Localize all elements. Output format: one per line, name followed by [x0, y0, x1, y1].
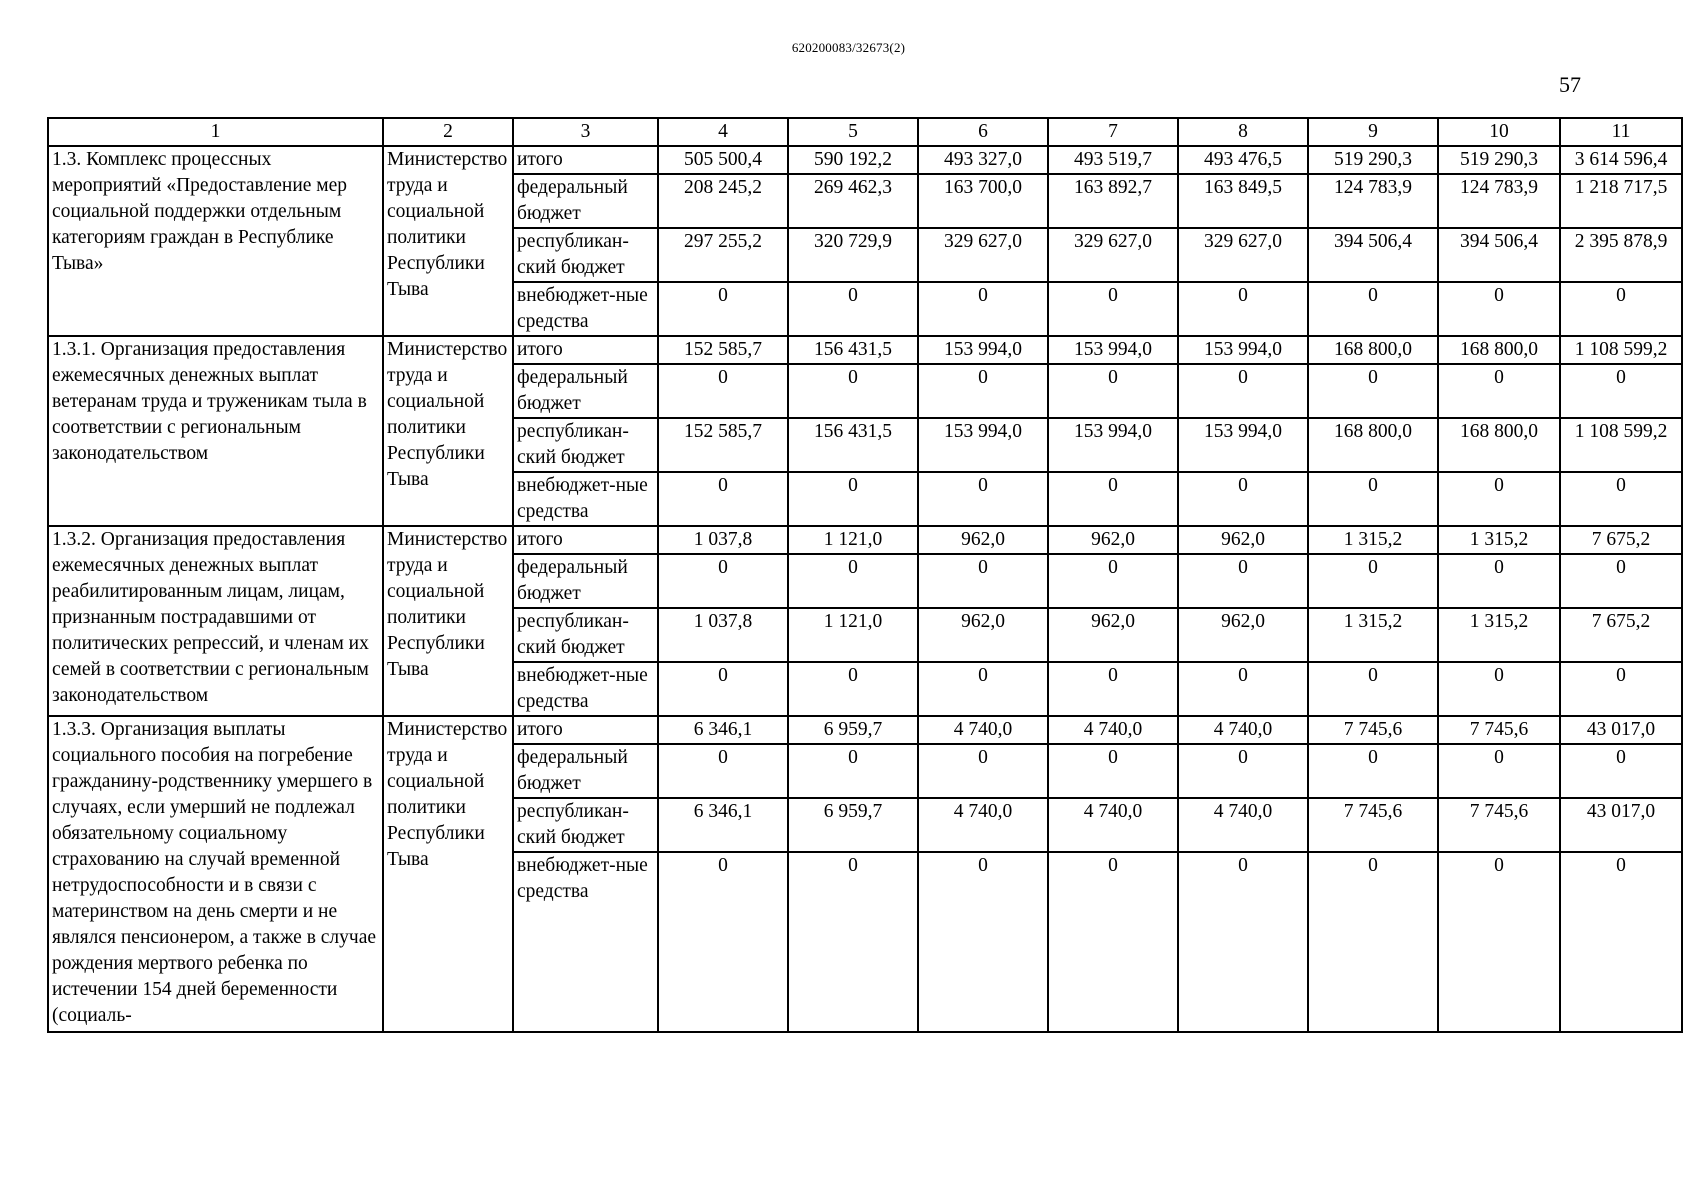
amount-cell: 0 — [1438, 852, 1560, 1032]
amount-cell: 7 745,6 — [1308, 798, 1438, 852]
amount-cell: 208 245,2 — [658, 174, 788, 228]
table-row — [48, 336, 1682, 364]
amount-cell: 320 729,9 — [788, 228, 918, 282]
amount-cell: 0 — [1048, 554, 1178, 608]
amount-cell: 4 740,0 — [1178, 798, 1308, 852]
amount-cell: 168 800,0 — [1308, 336, 1438, 364]
amount-cell: 0 — [1438, 662, 1560, 716]
amount-cell: 1 315,2 — [1308, 608, 1438, 662]
table-row — [48, 146, 1682, 174]
amount-cell: 124 783,9 — [1438, 174, 1560, 228]
amount-cell: 519 290,3 — [1308, 146, 1438, 174]
executor: Министерство труда и социальной политики Республики Тыва — [383, 146, 513, 336]
amount-cell: 1 315,2 — [1438, 526, 1560, 554]
amount-cell: 0 — [1560, 662, 1682, 716]
amount-cell: 4 740,0 — [918, 798, 1048, 852]
amount-cell: 0 — [788, 472, 918, 526]
executor: Министерство труда и социальной политики Республики Тыва — [383, 336, 513, 526]
column-number-row — [48, 118, 1682, 146]
amount-cell: 590 192,2 — [788, 146, 918, 174]
amount-cell: 0 — [918, 282, 1048, 336]
amount-cell: 962,0 — [918, 526, 1048, 554]
funding-source: республикан-ский бюджет — [513, 228, 658, 282]
amount-cell: 962,0 — [1048, 608, 1178, 662]
amount-cell: 1 315,2 — [1438, 608, 1560, 662]
amount-cell: 43 017,0 — [1560, 798, 1682, 852]
amount-cell: 0 — [1178, 554, 1308, 608]
funding-source: внебюджет-ные средства — [513, 282, 658, 336]
funding-source: федеральный бюджет — [513, 554, 658, 608]
amount-cell: 519 290,3 — [1438, 146, 1560, 174]
amount-cell: 0 — [1308, 744, 1438, 798]
amount-cell: 152 585,7 — [658, 418, 788, 472]
amount-cell: 1 121,0 — [788, 608, 918, 662]
amount-cell: 0 — [1178, 472, 1308, 526]
amount-cell: 0 — [788, 282, 918, 336]
amount-cell: 0 — [1560, 364, 1682, 418]
amount-cell: 156 431,5 — [788, 336, 918, 364]
amount-cell: 156 431,5 — [788, 418, 918, 472]
amount-cell: 0 — [1560, 852, 1682, 1032]
executor: Министерство труда и социальной политики Республики Тыва — [383, 716, 513, 1032]
amount-cell: 43 017,0 — [1560, 716, 1682, 744]
amount-cell: 0 — [1560, 472, 1682, 526]
funding-source: итого — [513, 526, 658, 554]
amount-cell: 6 959,7 — [788, 798, 918, 852]
amount-cell: 0 — [1308, 472, 1438, 526]
amount-cell: 329 627,0 — [918, 228, 1048, 282]
amount-cell: 269 462,3 — [788, 174, 918, 228]
funding-source: внебюджет-ные средства — [513, 472, 658, 526]
amount-cell: 4 740,0 — [918, 716, 1048, 744]
amount-cell: 7 745,6 — [1438, 798, 1560, 852]
column-number: 7 — [1048, 118, 1178, 146]
amount-cell: 0 — [1560, 554, 1682, 608]
measure-name: 1.3.1. Организация предоставления ежемесячных денежных выплат ветеранам труда и труженикам тыла в соответствии с региональным законодательством — [48, 336, 383, 526]
amount-cell: 7 745,6 — [1308, 716, 1438, 744]
column-number: 8 — [1178, 118, 1308, 146]
column-number: 11 — [1560, 118, 1682, 146]
amount-cell: 0 — [1048, 744, 1178, 798]
amount-cell: 493 327,0 — [918, 146, 1048, 174]
amount-cell: 153 994,0 — [918, 418, 1048, 472]
amount-cell: 0 — [658, 852, 788, 1032]
column-number: 3 — [513, 118, 658, 146]
amount-cell: 1 037,8 — [658, 608, 788, 662]
amount-cell: 152 585,7 — [658, 336, 788, 364]
amount-cell: 2 395 878,9 — [1560, 228, 1682, 282]
amount-cell: 962,0 — [918, 608, 1048, 662]
amount-cell: 7 675,2 — [1560, 526, 1682, 554]
amount-cell: 0 — [658, 554, 788, 608]
amount-cell: 0 — [1308, 554, 1438, 608]
table-body — [48, 118, 1682, 1032]
funding-source: республикан-ский бюджет — [513, 608, 658, 662]
amount-cell: 3 614 596,4 — [1560, 146, 1682, 174]
amount-cell: 4 740,0 — [1178, 716, 1308, 744]
funding-source: федеральный бюджет — [513, 364, 658, 418]
amount-cell: 493 476,5 — [1178, 146, 1308, 174]
amount-cell: 0 — [918, 472, 1048, 526]
amount-cell: 0 — [1308, 852, 1438, 1032]
amount-cell: 153 994,0 — [1048, 418, 1178, 472]
amount-cell: 0 — [1308, 662, 1438, 716]
amount-cell: 7 675,2 — [1560, 608, 1682, 662]
executor: Министерство труда и социальной политики Республики Тыва — [383, 526, 513, 716]
amount-cell: 0 — [918, 744, 1048, 798]
amount-cell: 394 506,4 — [1438, 228, 1560, 282]
table-row — [48, 526, 1682, 554]
amount-cell: 4 740,0 — [1048, 798, 1178, 852]
amount-cell: 0 — [1048, 282, 1178, 336]
amount-cell: 0 — [918, 852, 1048, 1032]
amount-cell: 0 — [1438, 364, 1560, 418]
amount-cell: 0 — [918, 364, 1048, 418]
amount-cell: 962,0 — [1178, 526, 1308, 554]
column-number: 9 — [1308, 118, 1438, 146]
amount-cell: 0 — [788, 364, 918, 418]
amount-cell: 0 — [658, 662, 788, 716]
amount-cell: 0 — [658, 744, 788, 798]
funding-source: федеральный бюджет — [513, 744, 658, 798]
amount-cell: 0 — [1178, 852, 1308, 1032]
amount-cell: 0 — [788, 852, 918, 1032]
amount-cell: 1 108 599,2 — [1560, 418, 1682, 472]
funding-source: внебюджет-ные средства — [513, 662, 658, 716]
amount-cell: 0 — [788, 662, 918, 716]
amount-cell: 124 783,9 — [1308, 174, 1438, 228]
funding-source: итого — [513, 716, 658, 744]
amount-cell: 0 — [1048, 472, 1178, 526]
amount-cell: 0 — [788, 554, 918, 608]
amount-cell: 168 800,0 — [1438, 336, 1560, 364]
amount-cell: 1 218 717,5 — [1560, 174, 1682, 228]
amount-cell: 6 346,1 — [658, 798, 788, 852]
amount-cell: 153 994,0 — [1178, 418, 1308, 472]
table-row — [48, 716, 1682, 744]
amount-cell: 168 800,0 — [1308, 418, 1438, 472]
amount-cell: 163 849,5 — [1178, 174, 1308, 228]
amount-cell: 505 500,4 — [658, 146, 788, 174]
funding-source: итого — [513, 146, 658, 174]
amount-cell: 297 255,2 — [658, 228, 788, 282]
amount-cell: 0 — [1048, 364, 1178, 418]
measure-name: 1.3. Комплекс процессных мероприятий «Предоставление мер социальной поддержки отдельным категориям граждан в Республике Тыва» — [48, 146, 383, 336]
amount-cell: 329 627,0 — [1048, 228, 1178, 282]
amount-cell: 0 — [788, 744, 918, 798]
funding-source: итого — [513, 336, 658, 364]
amount-cell: 0 — [1048, 852, 1178, 1032]
amount-cell: 7 745,6 — [1438, 716, 1560, 744]
amount-cell: 0 — [1438, 744, 1560, 798]
measure-name: 1.3.3. Организация выплаты социального пособия на погребение гражданину-родственнику умершего в случаях, если умерший не подлежал обязательному социальному страхованию на случай временной нетрудоспособности и в связи с материнством на день смерти и не являлся пенсионером, а также в случае рождения мертвого ребенка по истечении 154 дней беременности (социаль- — [48, 716, 383, 1032]
amount-cell: 0 — [1560, 744, 1682, 798]
amount-cell: 0 — [1560, 282, 1682, 336]
amount-cell: 962,0 — [1048, 526, 1178, 554]
amount-cell: 0 — [658, 282, 788, 336]
amount-cell: 0 — [658, 472, 788, 526]
funding-source: республикан-ский бюджет — [513, 418, 658, 472]
amount-cell: 329 627,0 — [1178, 228, 1308, 282]
budget-table — [47, 117, 1683, 1033]
amount-cell: 0 — [1048, 662, 1178, 716]
column-number: 1 — [48, 118, 383, 146]
amount-cell: 163 892,7 — [1048, 174, 1178, 228]
amount-cell: 0 — [1178, 364, 1308, 418]
amount-cell: 0 — [1308, 364, 1438, 418]
amount-cell: 0 — [1178, 282, 1308, 336]
amount-cell: 4 740,0 — [1048, 716, 1178, 744]
amount-cell: 153 994,0 — [1178, 336, 1308, 364]
amount-cell: 0 — [918, 554, 1048, 608]
amount-cell: 0 — [1438, 282, 1560, 336]
measure-name: 1.3.2. Организация предоставления ежемесячных денежных выплат реабилитированным лицам, лицам, признанным пострадавшими от политических репрессий, и членам их семей в соответствии с региональным законодательством — [48, 526, 383, 716]
amount-cell: 153 994,0 — [1048, 336, 1178, 364]
amount-cell: 0 — [918, 662, 1048, 716]
column-number: 10 — [1438, 118, 1560, 146]
funding-source: федеральный бюджет — [513, 174, 658, 228]
column-number: 5 — [788, 118, 918, 146]
amount-cell: 0 — [1178, 662, 1308, 716]
column-number: 4 — [658, 118, 788, 146]
amount-cell: 0 — [1438, 554, 1560, 608]
amount-cell: 0 — [1438, 472, 1560, 526]
amount-cell: 493 519,7 — [1048, 146, 1178, 174]
amount-cell: 1 315,2 — [1308, 526, 1438, 554]
funding-source: республикан-ский бюджет — [513, 798, 658, 852]
amount-cell: 962,0 — [1178, 608, 1308, 662]
amount-cell: 0 — [1308, 282, 1438, 336]
funding-source: внебюджет-ные средства — [513, 852, 658, 1032]
amount-cell: 394 506,4 — [1308, 228, 1438, 282]
amount-cell: 1 108 599,2 — [1560, 336, 1682, 364]
amount-cell: 163 700,0 — [918, 174, 1048, 228]
column-number: 6 — [918, 118, 1048, 146]
amount-cell: 153 994,0 — [918, 336, 1048, 364]
amount-cell: 6 959,7 — [788, 716, 918, 744]
page-number: 57 — [1559, 72, 1581, 97]
amount-cell: 0 — [658, 364, 788, 418]
amount-cell: 1 121,0 — [788, 526, 918, 554]
document-id: 620200083/32673(2) — [791, 40, 906, 55]
amount-cell: 6 346,1 — [658, 716, 788, 744]
amount-cell: 1 037,8 — [658, 526, 788, 554]
column-number: 2 — [383, 118, 513, 146]
amount-cell: 0 — [1178, 744, 1308, 798]
amount-cell: 168 800,0 — [1438, 418, 1560, 472]
